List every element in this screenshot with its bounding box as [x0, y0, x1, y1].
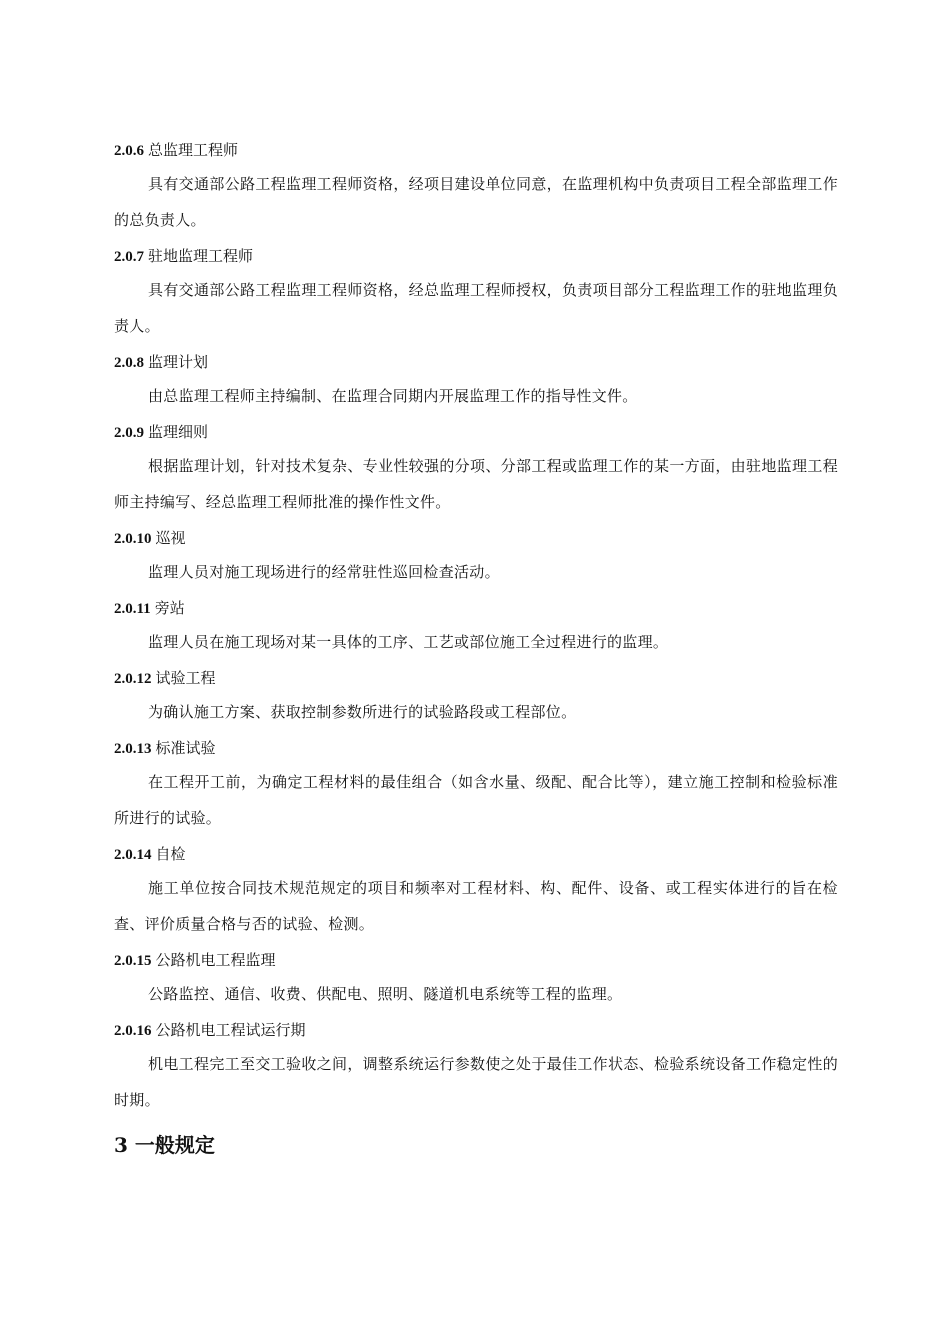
term-number: 2.0.7 — [114, 249, 144, 265]
term-block — [114, 948, 838, 1012]
term-number: 2.0.16 — [114, 1023, 152, 1039]
term-name: 巡视 — [155, 529, 186, 547]
term-name: 监理细则 — [148, 423, 209, 441]
term-heading — [114, 350, 838, 374]
term-name: 旁站 — [154, 599, 185, 617]
term-block — [114, 1018, 838, 1118]
term-heading — [114, 138, 838, 162]
term-definition: 由总监理工程师主持编制、在监理合同期内开展监理工作的指导性文件。 — [148, 387, 638, 405]
term-definition: 公路监控、通信、收费、供配电、照明、隧道机电系统等工程的监理。 — [148, 985, 623, 1003]
term-block — [114, 842, 838, 942]
term-block — [114, 244, 838, 344]
term-name: 监理计划 — [148, 353, 209, 371]
term-number: 2.0.11 — [114, 601, 151, 617]
term-name: 公路机电工程试运行期 — [155, 1021, 306, 1039]
term-name: 自检 — [155, 845, 186, 863]
term-block — [114, 736, 838, 836]
term-number: 2.0.10 — [114, 531, 152, 547]
term-definition: 机电工程完工至交工验收之间，调整系统运行参数使之处于最佳工作状态、检验系统设备工作稳定性的时期。 — [114, 1055, 838, 1109]
term-number: 2.0.13 — [114, 741, 152, 757]
document-body — [114, 138, 838, 1160]
term-heading — [114, 666, 838, 690]
term-heading — [114, 1018, 838, 1042]
term-block — [114, 596, 838, 660]
term-number: 2.0.15 — [114, 953, 152, 969]
section-heading: 3 一般规定 — [114, 1133, 215, 1157]
term-definition: 具有交通部公路工程监理工程师资格，经项目建设单位同意，在监理机构中负责项目工程全部监理工作的总负责人。 — [114, 175, 838, 229]
term-heading — [114, 948, 838, 972]
term-heading — [114, 420, 838, 444]
term-block — [114, 350, 838, 414]
term-number: 2.0.14 — [114, 847, 152, 863]
term-definition: 在工程开工前，为确定工程材料的最佳组合（如含水量、级配、配合比等），建立施工控制和检验标准所进行的试验。 — [114, 773, 838, 827]
term-definition: 施工单位按合同技术规范规定的项目和频率对工程材料、构、配件、设备、或工程实体进行的旨在检查、评价质量合格与否的试验、检测。 — [114, 879, 838, 933]
term-heading — [114, 244, 838, 268]
term-block — [114, 526, 838, 590]
term-block — [114, 666, 838, 730]
term-name: 试验工程 — [155, 669, 216, 687]
term-block — [114, 420, 838, 520]
term-name: 总监理工程师 — [148, 141, 239, 159]
term-number: 2.0.12 — [114, 671, 152, 687]
term-name: 公路机电工程监理 — [155, 951, 276, 969]
term-heading — [114, 842, 838, 866]
term-name: 驻地监理工程师 — [148, 247, 254, 265]
term-heading — [114, 526, 838, 550]
term-definition: 监理人员在施工现场对某一具体的工序、工艺或部位施工全过程进行的监理。 — [148, 633, 669, 651]
term-definition: 根据监理计划，针对技术复杂、专业性较强的分项、分部工程或监理工作的某一方面，由驻地监理工程师主持编写、经总监理工程师批准的操作性文件。 — [114, 457, 838, 511]
term-number: 2.0.9 — [114, 425, 144, 441]
term-heading — [114, 596, 838, 620]
term-name: 标准试验 — [155, 739, 216, 757]
term-block — [114, 138, 838, 238]
term-definition: 具有交通部公路工程监理工程师资格，经总监理工程师授权，负责项目部分工程监理工作的驻地监理负责人。 — [114, 281, 838, 335]
term-definition: 为确认施工方案、获取控制参数所进行的试验路段或工程部位。 — [148, 703, 577, 721]
term-number: 2.0.8 — [114, 355, 144, 371]
term-definition: 监理人员对施工现场进行的经常驻性巡回检查活动。 — [148, 563, 500, 581]
term-heading — [114, 736, 838, 760]
term-number: 2.0.6 — [114, 143, 144, 159]
